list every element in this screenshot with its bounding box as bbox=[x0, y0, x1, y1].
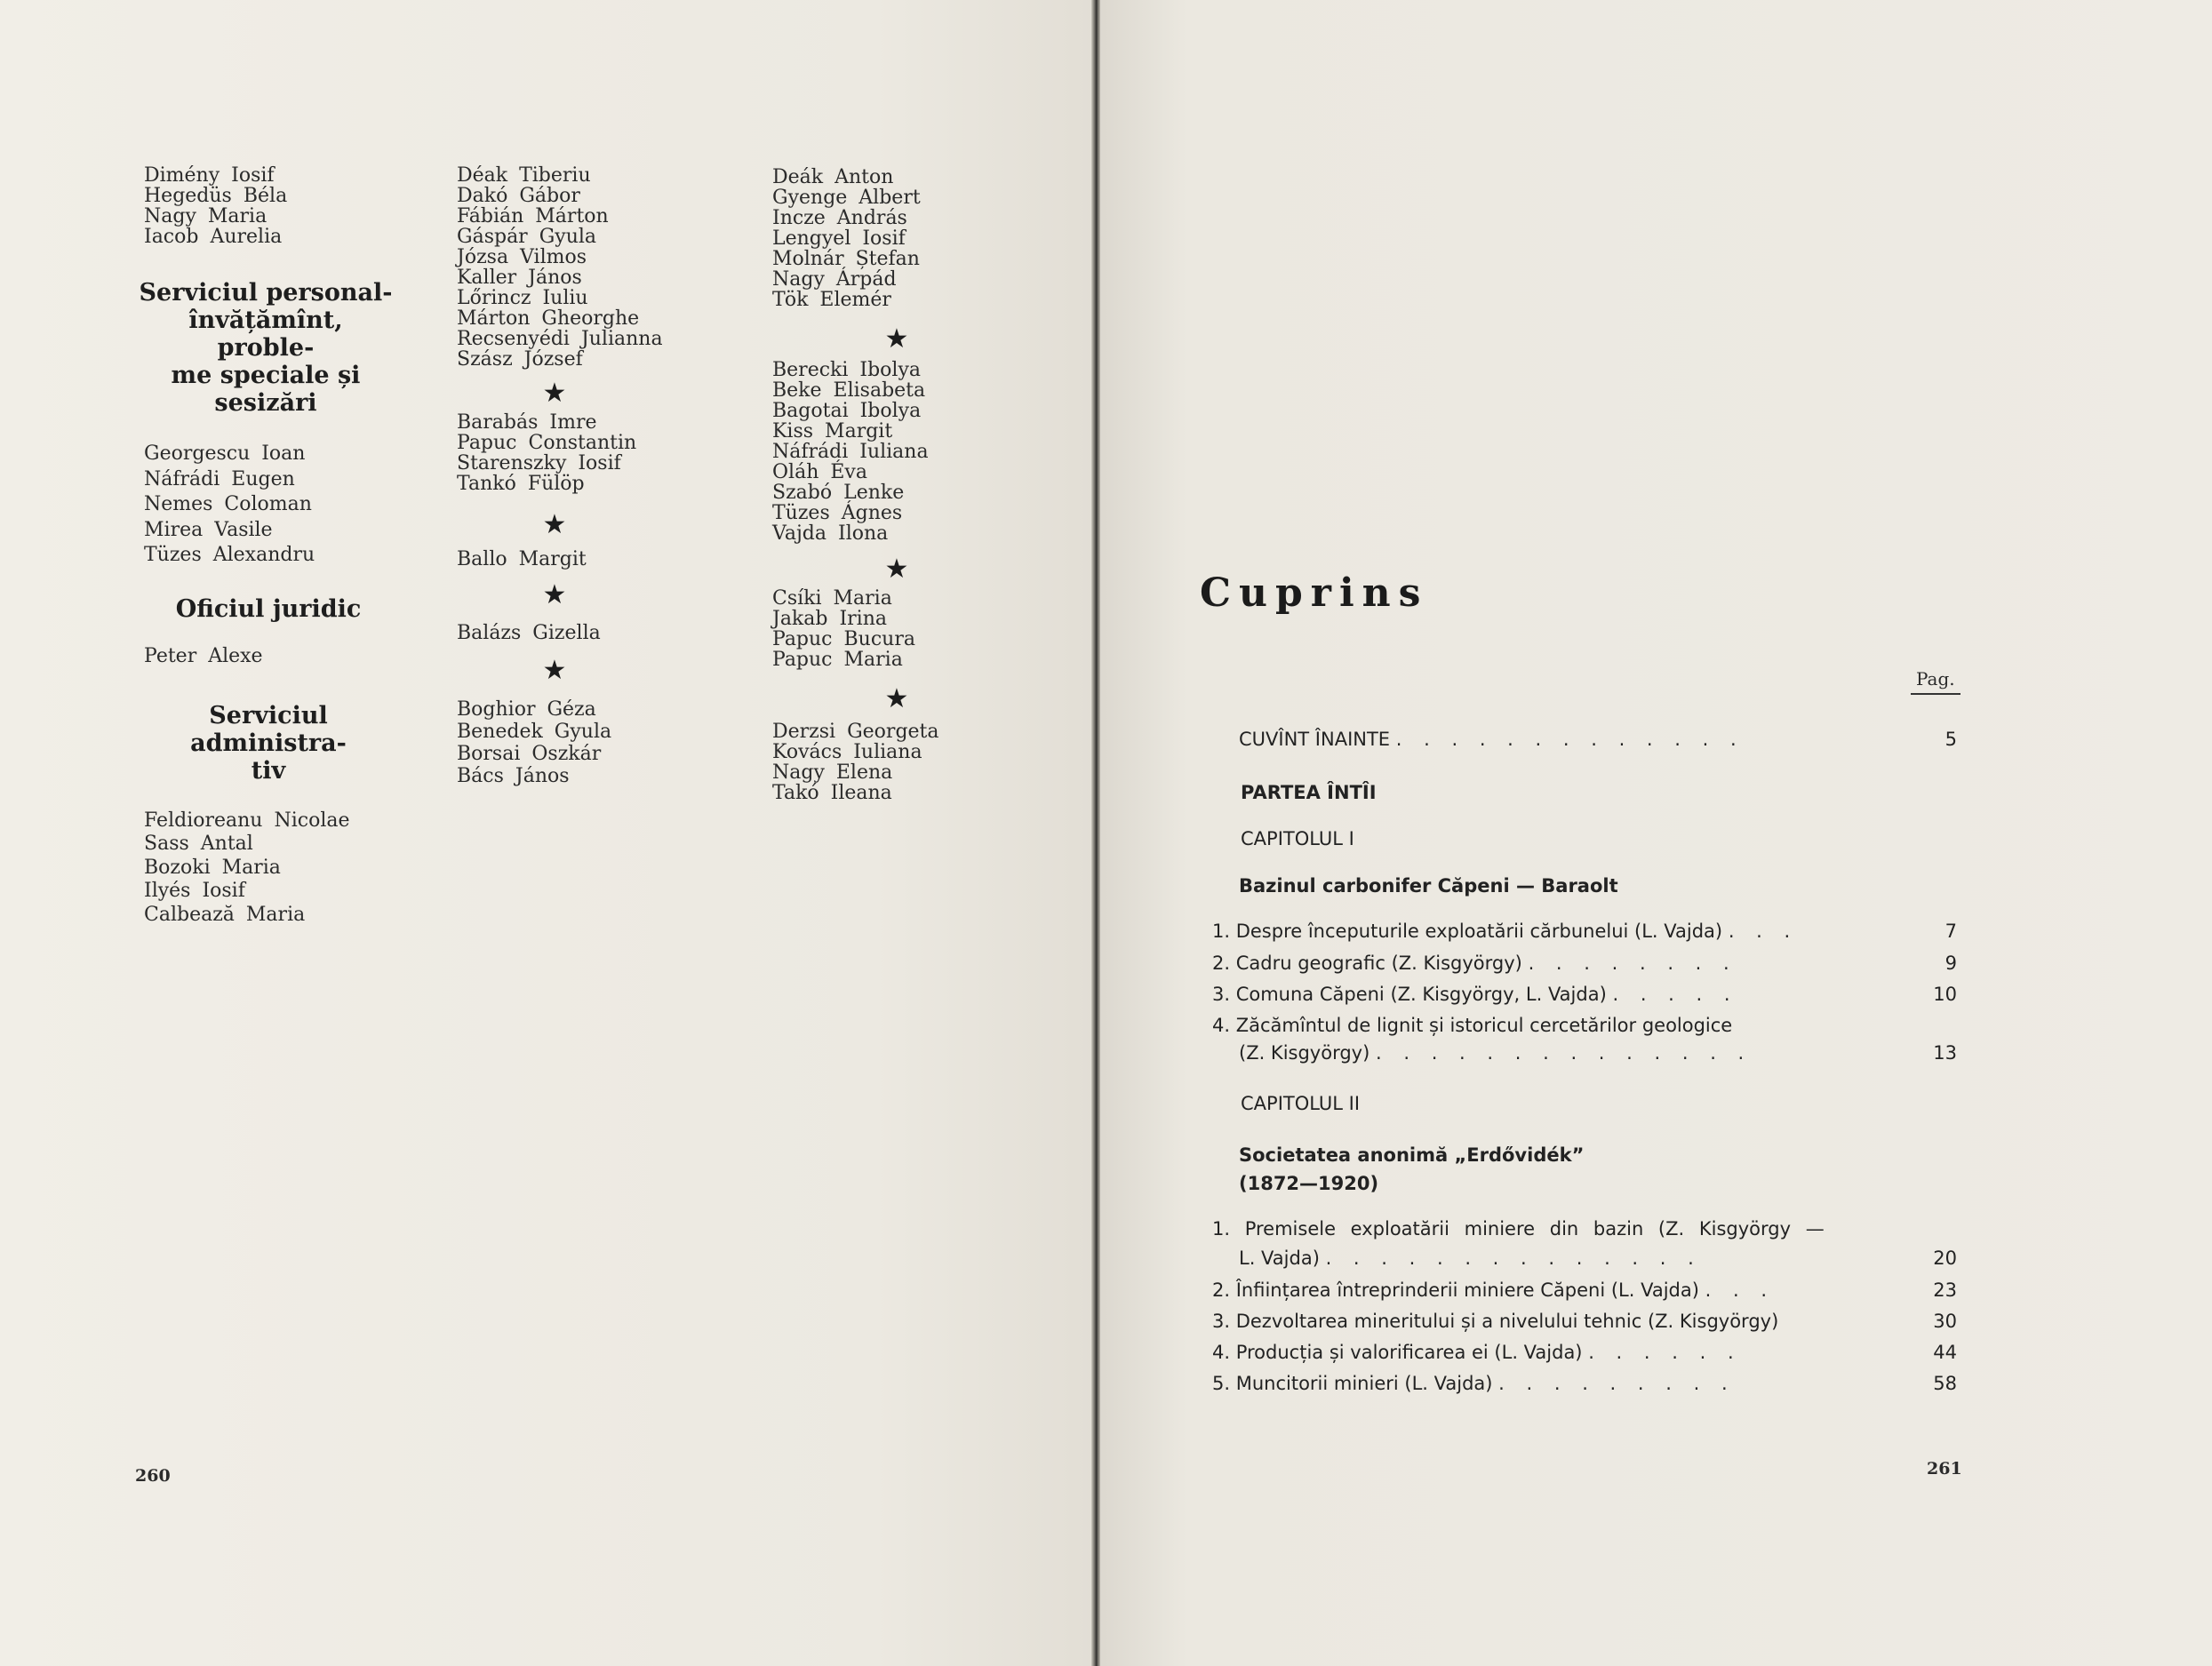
staff-name: Jakab Irina bbox=[772, 608, 887, 630]
staff-name: Déak Tiberiu bbox=[457, 164, 591, 187]
toc-chapter-label: CAPITOLUL II bbox=[1241, 1093, 1361, 1114]
toc-entry[interactable]: 2. Cadru geografic (Z. Kisgyörgy) . . . . . . . . bbox=[1212, 953, 1737, 974]
staff-name: Bozoki Maria bbox=[144, 856, 281, 879]
staff-column-1 bbox=[139, 164, 393, 927]
staff-name: Oláh Éva bbox=[772, 461, 867, 483]
star-separator-icon: ★ bbox=[884, 554, 909, 585]
toc-page-number: 30 bbox=[1933, 1311, 1957, 1332]
staff-name: Nagy Elena bbox=[772, 761, 893, 784]
names-group-personal bbox=[144, 442, 393, 569]
staff-name: Dimény Iosif bbox=[144, 164, 275, 187]
leader-dots: . . . . . . . . . . . . . . bbox=[1325, 1248, 1702, 1269]
toc-chapter-title: Bazinul carbonifer Căpeni — Baraolt bbox=[1239, 875, 1618, 897]
book-spine bbox=[1091, 0, 1100, 1666]
toc-entry[interactable]: 4. Zăcămîntul de lignit și istoricul cercetărilor geologice bbox=[1212, 1015, 1733, 1036]
staff-name: Csíki Maria bbox=[772, 587, 892, 610]
staff-name: Hegedüs Béla bbox=[144, 185, 288, 207]
star-separator-icon: ★ bbox=[542, 655, 567, 686]
staff-name: Lőrincz Iuliu bbox=[457, 287, 588, 309]
staff-column-3 bbox=[772, 167, 1021, 803]
staff-name: Fábián Márton bbox=[457, 205, 609, 227]
staff-name: Boghior Géza bbox=[457, 698, 596, 721]
staff-name: Józsa Vilmos bbox=[457, 246, 587, 268]
toc-entry-continuation[interactable]: (Z. Kisgyörgy) . . . . . . . . . . . . . . bbox=[1239, 1042, 1753, 1064]
names-group bbox=[772, 588, 1021, 670]
staff-name: Recsenyédi Julianna bbox=[457, 328, 663, 350]
toc-entry-continuation[interactable]: L. Vajda) . . . . . . . . . . . . . . bbox=[1239, 1248, 1702, 1269]
staff-name: Starenszky Iosif bbox=[457, 452, 621, 474]
staff-name: Náfrádi Iuliana bbox=[772, 441, 929, 463]
leader-dots: . . . bbox=[1728, 921, 1799, 942]
staff-name: Kaller János bbox=[457, 267, 582, 289]
star-separator-icon: ★ bbox=[884, 323, 909, 355]
star-separator-icon: ★ bbox=[542, 378, 567, 409]
toc-page-number: 58 bbox=[1933, 1373, 1957, 1394]
names-group bbox=[772, 360, 1021, 544]
leader-dots: . . . . . . . . . bbox=[1498, 1373, 1736, 1394]
staff-name: Papuc Constantin bbox=[457, 432, 637, 454]
toc-chapter-label: CAPITOLUL I bbox=[1241, 828, 1354, 849]
names-group bbox=[772, 721, 1021, 803]
staff-name: Papuc Maria bbox=[772, 649, 903, 671]
toc-chapter-years: (1872—1920) bbox=[1239, 1173, 1379, 1194]
section-heading-admin: Serviciul administra- tiv bbox=[190, 701, 347, 785]
staff-name: Ilyés Iosif bbox=[144, 880, 245, 902]
staff-name: Náfrádi Eugen bbox=[144, 467, 295, 490]
staff-name: Nagy Árpád bbox=[772, 268, 897, 291]
staff-name: Beke Elisabeta bbox=[772, 379, 926, 402]
staff-name: Iacob Aurelia bbox=[144, 226, 283, 248]
toc-entry[interactable]: 3. Dezvoltarea mineritului și a nivelului tehnic (Z. Kisgyörgy) bbox=[1212, 1311, 1779, 1332]
toc-page-number: 9 bbox=[1944, 953, 1957, 974]
toc-entry[interactable]: 3. Comuna Căpeni (Z. Kisgyörgy, L. Vajda) . . . . . bbox=[1212, 984, 1738, 1005]
staff-name: Borsai Oszkár bbox=[457, 743, 602, 765]
star-separator-icon: ★ bbox=[542, 509, 567, 540]
staff-name: Lengyel Iosif bbox=[772, 227, 906, 250]
leader-dots: . . . . . bbox=[1612, 984, 1738, 1005]
toc-page-number: 13 bbox=[1933, 1042, 1957, 1064]
names-group bbox=[457, 165, 706, 370]
leader-dots: . . . . . . . . . . . . . bbox=[1395, 729, 1745, 750]
staff-name: Balázs Gizella bbox=[457, 622, 601, 644]
staff-name: Ballo Margit bbox=[457, 548, 587, 570]
staff-name: Incze András bbox=[772, 207, 907, 229]
staff-name: Mirea Vasile bbox=[144, 518, 273, 541]
staff-name: Nemes Coloman bbox=[144, 493, 312, 515]
page-title: Cuprins bbox=[1200, 570, 1429, 616]
staff-name: Papuc Bucura bbox=[772, 628, 915, 650]
section-heading-personal: Serviciul personal- învățămînt, proble- me speciale și sesizări bbox=[139, 279, 393, 417]
staff-name: Molnár Ștefan bbox=[772, 248, 920, 270]
staff-name: Tüzes Alexandru bbox=[144, 544, 315, 566]
staff-column-2 bbox=[457, 165, 706, 787]
staff-name: Szabó Lenke bbox=[772, 482, 905, 504]
section-heading-legal: Oficiul juridic bbox=[175, 594, 362, 623]
star-separator-icon: ★ bbox=[542, 579, 567, 610]
staff-name: Tök Elemér bbox=[772, 289, 891, 311]
toc-page-number: 20 bbox=[1933, 1248, 1957, 1269]
leader-dots: . . . . . . . . bbox=[1528, 953, 1737, 974]
staff-name: Kiss Margit bbox=[772, 420, 893, 442]
leader-dots: . . . . . . . . . . . . . . bbox=[1376, 1042, 1753, 1064]
staff-name: Calbează Maria bbox=[144, 903, 306, 926]
toc-part-heading: PARTEA ÎNTÎI bbox=[1241, 782, 1377, 803]
toc-entry[interactable]: 1. Premisele exploatării miniere din bazin (Z. Kisgyörgy — bbox=[1212, 1218, 1825, 1240]
staff-name: Barabás Imre bbox=[457, 411, 597, 434]
names-group bbox=[457, 412, 706, 494]
staff-name: Derzsi Georgeta bbox=[772, 721, 939, 743]
staff-name: Kovács Iuliana bbox=[772, 741, 922, 763]
staff-name: Szász József bbox=[457, 348, 583, 371]
star-separator-icon: ★ bbox=[884, 683, 909, 714]
staff-name: Tüzes Ágnes bbox=[772, 502, 903, 524]
toc-entry[interactable]: 5. Muncitorii minieri (L. Vajda) . . . . . . . . . bbox=[1212, 1373, 1736, 1394]
staff-name: Dakó Gábor bbox=[457, 185, 580, 207]
toc-page-number: 7 bbox=[1944, 921, 1957, 942]
staff-name: Feldioreanu Nicolae bbox=[144, 809, 350, 832]
staff-name: Takó Ileana bbox=[772, 782, 892, 804]
staff-name: Bagotai Ibolya bbox=[772, 400, 922, 422]
toc-entry[interactable]: 1. Despre începuturile exploatării cărbunelui (L. Vajda) . . . bbox=[1212, 921, 1799, 942]
toc-page-number: 23 bbox=[1933, 1279, 1957, 1301]
staff-name: Nagy Maria bbox=[144, 205, 268, 227]
toc-entry-foreword[interactable]: CUVÎNT ÎNAINTE . . . . . . . . . . . . . bbox=[1239, 729, 1745, 750]
staff-name: Bács János bbox=[457, 765, 570, 787]
staff-name: Tankó Fülöp bbox=[457, 473, 585, 495]
names-group bbox=[772, 167, 1021, 310]
staff-name: Berecki Ibolya bbox=[772, 359, 922, 381]
names-group-admin bbox=[144, 809, 393, 928]
staff-name: Benedek Gyula bbox=[457, 721, 612, 743]
left-page-number: 260 bbox=[135, 1466, 171, 1486]
names-group bbox=[457, 698, 706, 787]
staff-name: Deák Anton bbox=[772, 166, 894, 188]
staff-name: Márton Gheorghe bbox=[457, 307, 640, 330]
page-column-label: Pag. bbox=[1916, 668, 1955, 690]
toc-page-number: 44 bbox=[1933, 1342, 1957, 1363]
toc-entry[interactable]: 2. Înființarea întreprinderii miniere Căpeni (L. Vajda) . . . bbox=[1212, 1279, 1776, 1301]
page-column-rule bbox=[1911, 693, 1960, 695]
right-page-number: 261 bbox=[1927, 1459, 1962, 1479]
toc-chapter-title: Societatea anonimă „Erdővidék” bbox=[1239, 1144, 1585, 1166]
staff-name: Gyenge Albert bbox=[772, 187, 921, 209]
staff-name: Georgescu Ioan bbox=[144, 442, 306, 465]
names-group-top bbox=[144, 165, 393, 247]
staff-name: Sass Antal bbox=[144, 833, 253, 855]
staff-name: Peter Alexe bbox=[144, 644, 263, 667]
toc-page-number: 5 bbox=[1944, 729, 1957, 750]
leader-dots: . . . . . . bbox=[1588, 1342, 1742, 1363]
toc-entry[interactable]: 4. Producția și valorificarea ei (L. Vajda) . . . . . . bbox=[1212, 1342, 1742, 1363]
staff-name: Gáspár Gyula bbox=[457, 226, 597, 248]
toc-page-number: 10 bbox=[1933, 984, 1957, 1005]
leader-dots: . . . bbox=[1705, 1279, 1776, 1301]
staff-name: Vajda Ilona bbox=[772, 522, 889, 545]
